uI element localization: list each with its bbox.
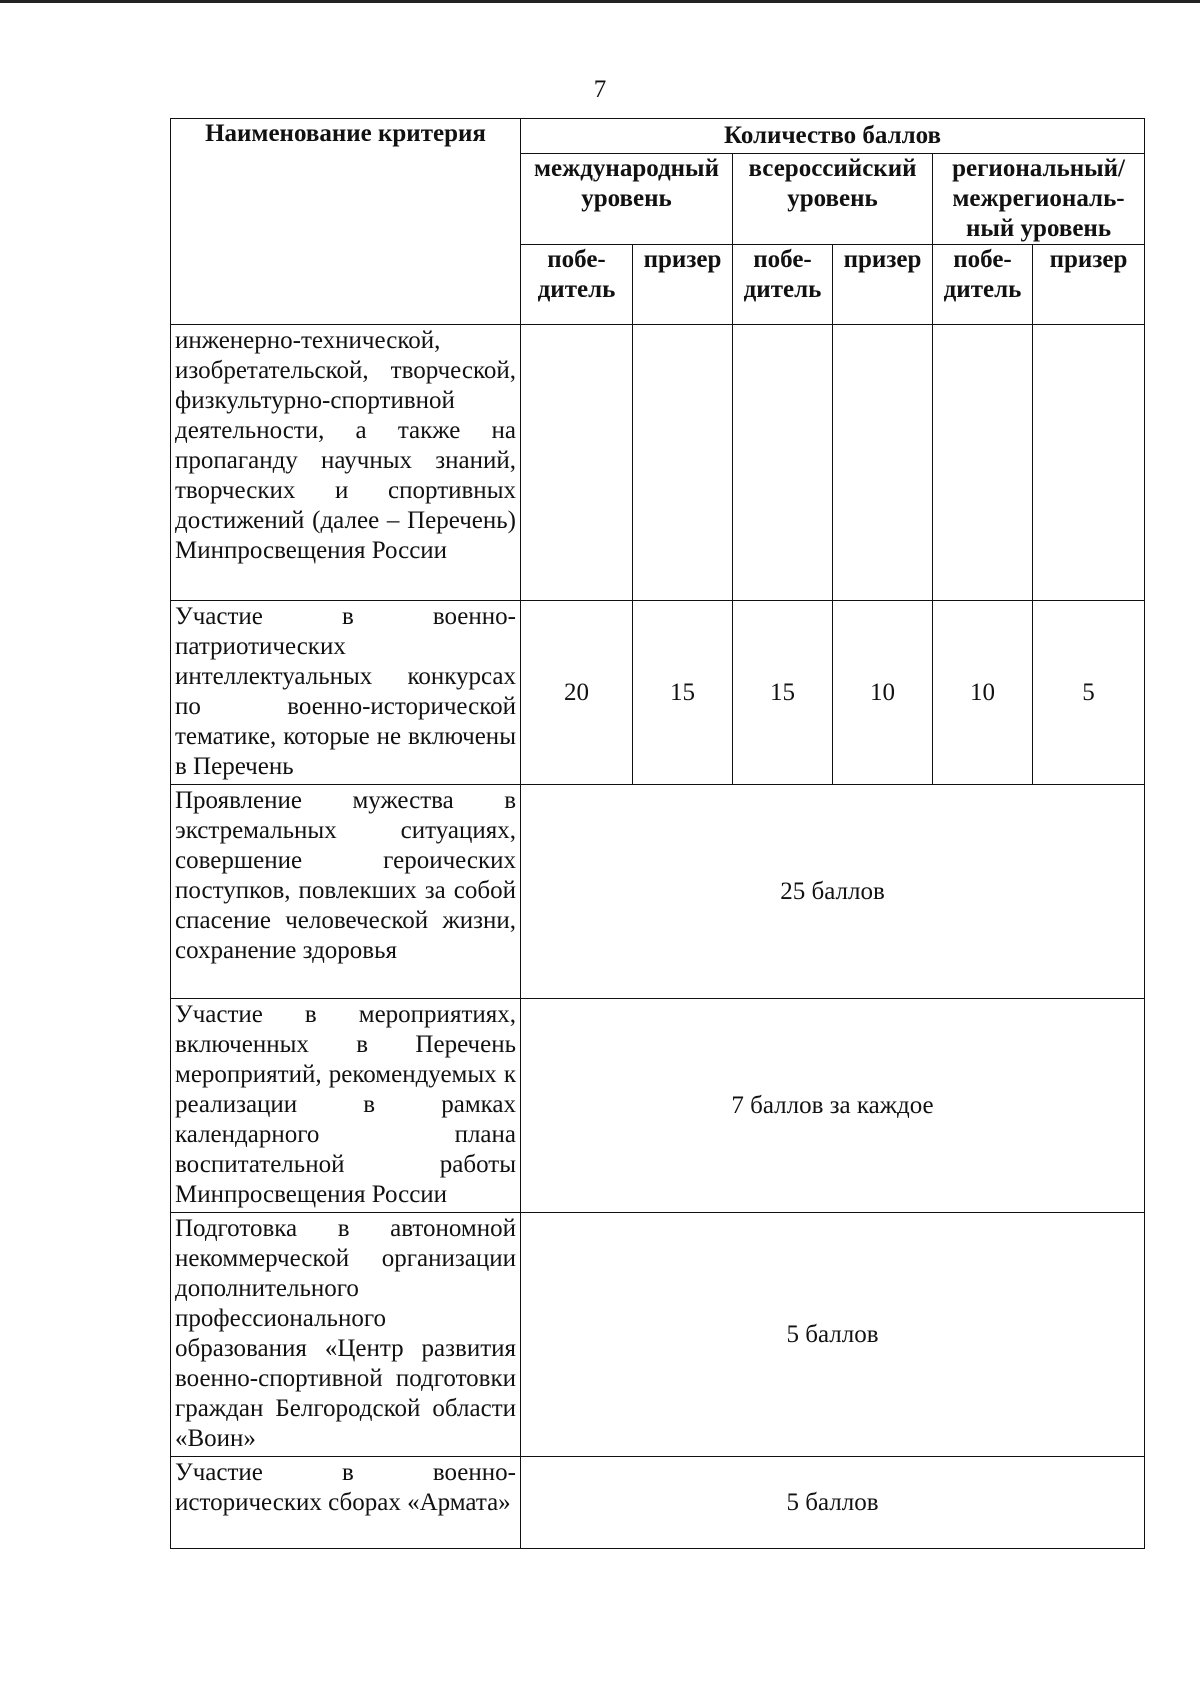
winner-header: побе-дитель	[733, 245, 833, 325]
points-value: 10	[833, 601, 933, 785]
points-value: 15	[633, 601, 733, 785]
points-value: 10	[933, 601, 1033, 785]
table-row	[171, 1213, 1145, 1457]
table-row	[171, 1457, 1145, 1549]
empty-cell	[833, 325, 933, 601]
prize-header: призер	[1033, 245, 1145, 325]
table-row	[171, 785, 1145, 999]
winner-header: побе-дитель	[521, 245, 633, 325]
criterion-cell: Проявление мужества в экстремальных ситуациях, совершение героических поступков, повлекших за собой спасение человеческой жизни, сохранение здоровья	[171, 785, 521, 999]
page-number: 7	[593, 76, 607, 103]
prize-header: призер	[833, 245, 933, 325]
table-row	[171, 325, 1145, 601]
criteria-points-table	[170, 118, 1145, 1549]
table-row	[171, 999, 1145, 1213]
empty-cell	[733, 325, 833, 601]
points-count-header: Количество баллов	[521, 119, 1145, 154]
criterion-cell: Участие в военно-патриотических интеллектуальных конкурсах по военно-исторической тематике, которые не включены в Перечень	[171, 601, 521, 785]
empty-cell	[933, 325, 1033, 601]
criterion-cell: инженерно-технической, изобретательской, творческой, физкультурно-спортивной деятельности, а также на пропаганду научных знаний, творческих и спортивных достижений (далее – Перечень) Минпросвещения России	[171, 325, 521, 601]
points-merged-cell: 5 баллов	[521, 1213, 1145, 1457]
points-value: 20	[521, 601, 633, 785]
international-level-header: международный уровень	[521, 154, 733, 245]
empty-cell	[1033, 325, 1145, 601]
points-value: 15	[733, 601, 833, 785]
criterion-name-header: Наименование критерия	[171, 119, 521, 325]
criterion-cell: Участие в военно-исторических сборах «Армата»	[171, 1457, 521, 1549]
all-russian-level-header: всероссийский уровень	[733, 154, 933, 245]
empty-cell	[521, 325, 633, 601]
criterion-cell: Подготовка в автономной некоммерческой организации дополнительного профессионального образования «Центр развития военно-спортивной подготовки граждан Белгородской области «Воин»	[171, 1213, 521, 1457]
points-value: 5	[1033, 601, 1145, 785]
winner-header: побе-дитель	[933, 245, 1033, 325]
criterion-cell: Участие в мероприятиях, включенных в Перечень мероприятий, рекомендуемых к реализации в рамках календарного плана воспитательной работы Минпросвещения России	[171, 999, 521, 1213]
points-merged-cell: 7 баллов за каждое	[521, 999, 1145, 1213]
points-merged-cell: 25 баллов	[521, 785, 1145, 999]
table-row	[171, 601, 1145, 785]
prize-header: призер	[633, 245, 733, 325]
regional-level-header: региональный/ межрегиональ-ный уровень	[933, 154, 1145, 245]
points-merged-cell: 5 баллов	[521, 1457, 1145, 1549]
top-border-line	[0, 0, 1200, 3]
empty-cell	[633, 325, 733, 601]
